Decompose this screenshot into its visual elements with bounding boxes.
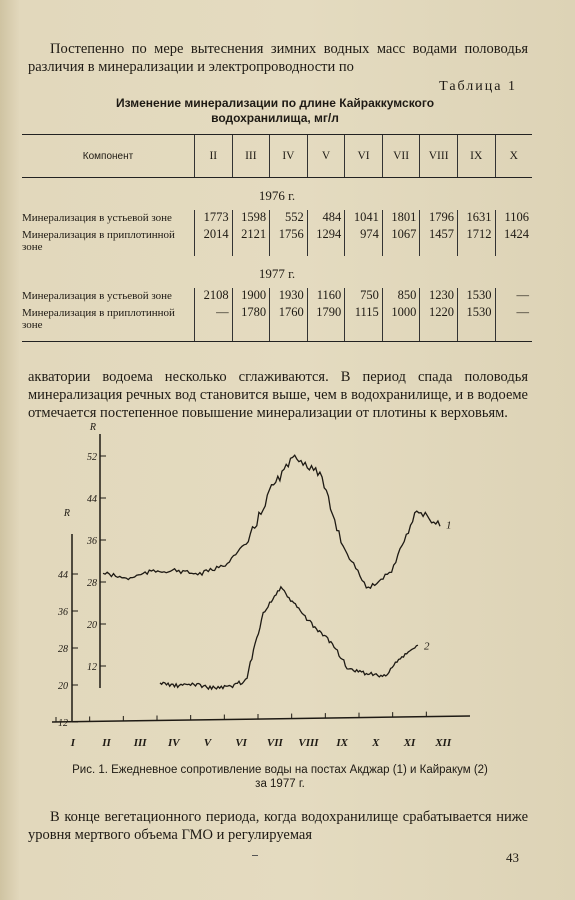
table-cell: 1756 bbox=[270, 227, 308, 256]
paragraph-final bbox=[28, 808, 528, 844]
x-tick-label: XI bbox=[403, 737, 416, 749]
header-month: II bbox=[195, 135, 233, 178]
caption-line1: Рис. 1. Ежедневное сопротивление воды на постах Акджар (1) и Кайракум (2) bbox=[72, 764, 488, 776]
resistance-chart bbox=[40, 422, 480, 760]
table-cell: 2014 bbox=[195, 227, 233, 256]
table-cell: 1796 bbox=[420, 210, 458, 227]
table-cell: 1801 bbox=[382, 210, 420, 227]
footer-dash bbox=[252, 855, 258, 856]
page-number: 43 bbox=[506, 850, 519, 865]
year-label: 1977 г. bbox=[258, 266, 296, 281]
table-label: Таблица 1 bbox=[439, 79, 517, 94]
year-label: 1976 г. bbox=[258, 188, 296, 203]
header-month: VII bbox=[382, 135, 420, 178]
table-row bbox=[22, 305, 532, 342]
mineralization-table bbox=[22, 134, 532, 342]
outer-tick-label: 44 bbox=[58, 570, 68, 581]
figure-caption bbox=[20, 763, 540, 791]
x-tick-label: II bbox=[102, 737, 111, 749]
table-cell: 1067 bbox=[382, 227, 420, 256]
table-title-line1: Изменение минерализации по длине Кайраккумского bbox=[115, 96, 435, 110]
table-cell: 1598 bbox=[232, 210, 270, 227]
x-tick-label: XII bbox=[435, 737, 452, 749]
series-line-1 bbox=[103, 455, 440, 588]
table-cell: 1220 bbox=[420, 305, 458, 342]
chart-lines bbox=[103, 455, 452, 689]
header-month: VIII bbox=[420, 135, 458, 178]
table-cell: 1230 bbox=[420, 288, 458, 305]
header-month: IV bbox=[270, 135, 308, 178]
table-cell: 1530 bbox=[457, 305, 495, 342]
x-tick-label: VIII bbox=[298, 737, 319, 749]
inner-tick-label: 36 bbox=[87, 536, 97, 547]
table-title-line2: водохранилища, мг/л bbox=[211, 111, 339, 125]
table-cell: 1041 bbox=[345, 210, 383, 227]
table-cell: 1530 bbox=[457, 288, 495, 305]
table-cell: 1900 bbox=[232, 288, 270, 305]
x-tick-label: VII bbox=[266, 737, 283, 749]
table-row bbox=[22, 210, 532, 227]
table-cell: 1790 bbox=[307, 305, 345, 342]
inner-tick-label: 20 bbox=[87, 620, 97, 631]
row-label: Минерализация в устьевой зоне bbox=[22, 212, 172, 224]
outer-tick-label: 20 bbox=[58, 681, 68, 692]
x-tick-label: X bbox=[372, 737, 380, 749]
x-tick-label: IV bbox=[168, 737, 180, 749]
inner-tick-label: 52 bbox=[87, 452, 97, 463]
outer-tick-label: 28 bbox=[58, 644, 68, 655]
header-component: Компонент bbox=[22, 135, 195, 178]
x-tick-label: III bbox=[133, 737, 147, 749]
table-cell: 484 bbox=[307, 210, 345, 227]
table-cell: 1106 bbox=[495, 210, 532, 227]
paragraph-intro-text: Постепенно по мере вытеснения зимних водных масс водами половодья различия в минерализации и электропроводности по bbox=[28, 41, 528, 75]
series-line-2 bbox=[160, 587, 418, 689]
x-tick-label: IX bbox=[336, 737, 348, 749]
table-cell: 1773 bbox=[195, 210, 233, 227]
table-row bbox=[22, 227, 532, 256]
paragraph-intro bbox=[28, 40, 528, 76]
table-cell: 1780 bbox=[232, 305, 270, 342]
series-label-2: 2 bbox=[424, 640, 430, 653]
table-cell: 1930 bbox=[270, 288, 308, 305]
header-month: IX bbox=[457, 135, 495, 178]
row-label: Минерализация в устьевой зоне bbox=[22, 290, 172, 302]
table-cell: 1000 bbox=[382, 305, 420, 342]
table-cell: 1160 bbox=[307, 288, 345, 305]
header-month: V bbox=[307, 135, 345, 178]
table-cell: 552 bbox=[270, 210, 308, 227]
chart-ticks bbox=[56, 452, 452, 749]
header-month: X bbox=[495, 135, 532, 178]
paragraph-middle: акватории водоема несколько сглаживаются. В период спада половодья минерализация речных вод становится выше, чем в водохранилище, и в водоеме отмечается постепенное повышение минерализации от плотины к верховьям. bbox=[28, 369, 528, 421]
table-cell: 1457 bbox=[420, 227, 458, 256]
caption-line2: за 1977 г. bbox=[255, 778, 305, 790]
row-label: Минерализация в приплотинной зоне bbox=[22, 305, 195, 342]
table-cell: 1294 bbox=[307, 227, 345, 256]
table-cell: 974 bbox=[345, 227, 383, 256]
chart-axes bbox=[52, 422, 470, 722]
table-year-row bbox=[22, 178, 532, 211]
x-tick-label: I bbox=[70, 737, 75, 749]
table-cell: 750 bbox=[345, 288, 383, 305]
x-tick-label: VI bbox=[235, 737, 247, 749]
table-cell: 1424 bbox=[495, 227, 532, 256]
table-row bbox=[22, 288, 532, 305]
table-cell: 2121 bbox=[232, 227, 270, 256]
table-title bbox=[60, 96, 490, 126]
table-cell: 1760 bbox=[270, 305, 308, 342]
table-cell: — bbox=[495, 288, 532, 305]
table-cell: 1631 bbox=[457, 210, 495, 227]
table-cell: 1115 bbox=[345, 305, 383, 342]
row-label: Минерализация в приплотинной зоне bbox=[22, 229, 175, 253]
inner-tick-label: 44 bbox=[87, 494, 97, 505]
header-month: III bbox=[232, 135, 270, 178]
table-cell: 2108 bbox=[195, 288, 233, 305]
table-cell: 1712 bbox=[457, 227, 495, 256]
table-cell: — bbox=[195, 305, 233, 342]
outer-tick-label: 12 bbox=[58, 718, 68, 729]
table-header-row bbox=[22, 135, 532, 178]
outer-tick-label: 36 bbox=[58, 607, 68, 618]
series-label-1: 1 bbox=[446, 519, 452, 532]
table-cell: — bbox=[495, 305, 532, 342]
outer-axis-label: R bbox=[63, 508, 70, 519]
x-tick-label: V bbox=[203, 737, 212, 749]
inner-axis-label: R bbox=[89, 422, 96, 433]
header-month: VI bbox=[345, 135, 383, 178]
inner-tick-label: 28 bbox=[87, 578, 97, 589]
table-cell: 850 bbox=[382, 288, 420, 305]
inner-tick-label: 12 bbox=[87, 662, 97, 673]
table-year-row bbox=[22, 256, 532, 288]
paragraph-final-text: В конце вегетационного периода, когда водохранилище срабатывается ниже уровня мертвого объема ГМО и регулируемая bbox=[28, 809, 528, 843]
x-axis bbox=[52, 716, 470, 722]
